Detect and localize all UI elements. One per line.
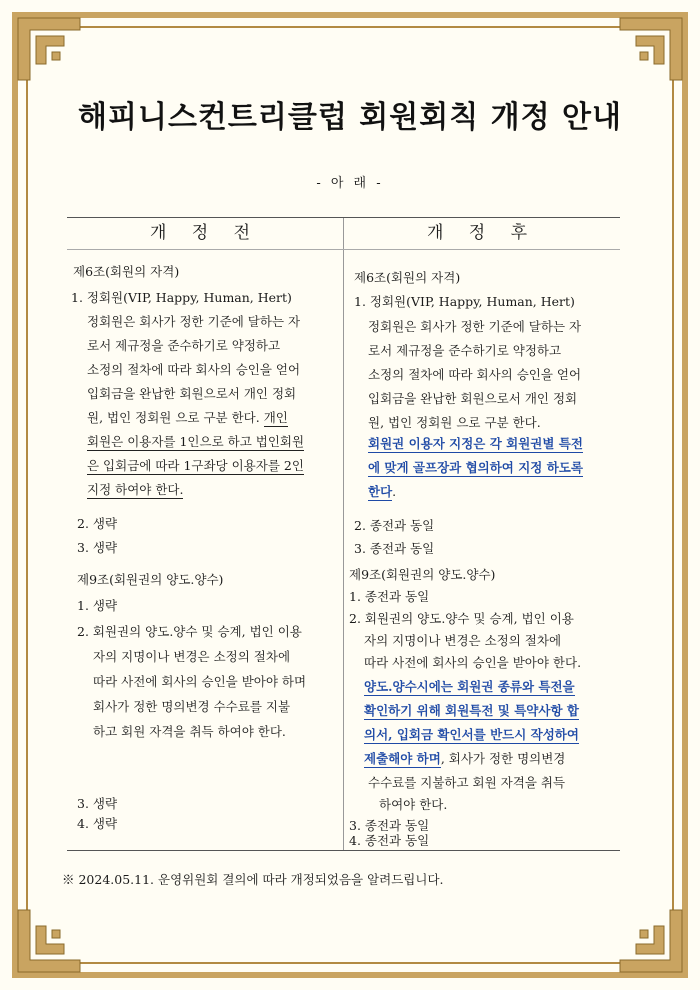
after-amended-text: 확인하기 위해 회원특전 및 특약사항 합 — [364, 703, 579, 718]
before-article6-line: 로서 제규정을 준수하기로 약정하고 — [87, 338, 281, 353]
after-article6-line: 로서 제규정을 준수하기로 약정하고 — [368, 343, 562, 358]
corner-ornament-icon — [14, 14, 84, 84]
before-article6-line: 정회원은 회사가 정한 기준에 달하는 자 — [87, 314, 301, 329]
before-article9-line: 따라 사전에 회사의 승인을 받아야 하며 — [93, 674, 307, 689]
comparison-table — [67, 217, 620, 851]
before-deleted-text: 회원은 이용자를 1인으로 하고 법인회원 — [87, 434, 305, 449]
before-article6-item2: 2. 생략 — [77, 516, 118, 531]
after-article9-item2: 2. 회원권의 양도.양수 및 승계, 법인 이용 — [349, 611, 574, 626]
column-divider — [343, 218, 344, 850]
after-article9-line: 수수료를 지불하고 회원 자격을 취득 — [368, 775, 566, 790]
after-amended-text: 의서, 입회금 확인서를 반드시 작성하여 — [364, 727, 579, 742]
before-article9-item1: 1. 생략 — [77, 598, 118, 613]
after-article6-line: 원, 법인 정회원 으로 구분 한다. — [368, 415, 541, 430]
subtitle: - 아 래 - — [316, 176, 384, 191]
after-article6-line: 정회원은 회사가 정한 기준에 달하는 자 — [368, 319, 582, 334]
after-article6-title: 제6조(회원의 자격) — [354, 270, 461, 285]
before-article9-line: 자의 지명이나 변경은 소정의 절차에 — [93, 649, 291, 664]
after-article6-item2: 2. 종전과 동일 — [354, 518, 435, 533]
page-title: 해피니스컨트리클럽 회원회칙 개정 안내 — [78, 100, 622, 135]
before-article9-line: 회사가 정한 명의변경 수수료를 지불 — [93, 699, 291, 714]
after-amended-text: 양도.양수시에는 회원권 종류와 특전을 — [364, 679, 575, 694]
header-after: 개 정 후 — [426, 223, 538, 243]
corner-ornament-icon — [616, 14, 686, 84]
after-article9-line: 하여야 한다. — [379, 797, 448, 812]
after-article9-line: 따라 사전에 회사의 승인을 받아야 한다. — [364, 655, 582, 670]
after-article9-item1: 1. 종전과 동일 — [349, 589, 430, 604]
before-article6-line: 원, 법인 정회원 으로 구분 한다. 개인 — [87, 410, 288, 425]
after-article9-item4: 4. 종전과 동일 — [349, 833, 430, 848]
before-article9-line: 하고 회원 자격을 취득 하여야 한다. — [93, 724, 286, 739]
before-deleted-text: 개인 — [263, 410, 288, 425]
before-article9-title: 제9조(회원권의 양도.양수) — [77, 572, 224, 587]
header-divider — [67, 249, 620, 250]
after-article9-line: 자의 지명이나 변경은 소정의 절차에 — [364, 633, 562, 648]
after-article6-line: 소정의 절차에 따라 회사의 승인을 얻어 — [368, 367, 582, 382]
before-article6-title: 제6조(회원의 자격) — [73, 264, 180, 279]
after-article6-item3: 3. 종전과 동일 — [354, 541, 435, 556]
before-article9-item4: 4. 생략 — [77, 816, 118, 831]
header-before: 개 정 전 — [149, 223, 261, 243]
after-article6-item1: 1. 정회원(VIP, Happy, Human, Hert) — [354, 294, 575, 309]
before-article6-line: 소정의 절차에 따라 회사의 승인을 얻어 — [87, 362, 301, 377]
before-article9-item2: 2. 회원권의 양도.양수 및 승계, 법인 이용 — [77, 624, 302, 639]
after-article6-line: 입회금을 완납한 회원으로서 개인 정회 — [368, 391, 578, 406]
before-article6-item1: 1. 정회원(VIP, Happy, Human, Hert) — [71, 290, 292, 305]
after-amended-text: 한다. — [368, 484, 397, 499]
after-article9-title: 제9조(회원권의 양도.양수) — [349, 567, 496, 582]
before-article6-line: 입회금을 완납한 회원으로서 개인 정회 — [87, 386, 297, 401]
before-article6-item3: 3. 생략 — [77, 540, 118, 555]
after-amended-text: 에 맞게 골프장과 협의하여 지정 하도록 — [368, 460, 583, 475]
corner-ornament-icon — [616, 906, 686, 976]
before-deleted-text: 지정 하여야 한다. — [87, 482, 184, 497]
after-amended-text: 제출해야 하며, 회사가 정한 명의변경 — [364, 751, 566, 766]
after-article9-item3: 3. 종전과 동일 — [349, 818, 430, 833]
footer-note: ※ 2024.05.11. 운영위원회 결의에 따라 개정되었음을 알려드립니다. — [62, 872, 444, 887]
before-article9-item3: 3. 생략 — [77, 796, 118, 811]
before-deleted-text: 은 입회금에 따라 1구좌당 이용자를 2인 — [87, 458, 304, 473]
corner-ornament-icon — [14, 906, 84, 976]
after-amended-text: 회원권 이용자 지정은 각 회원권별 특전 — [368, 436, 583, 451]
